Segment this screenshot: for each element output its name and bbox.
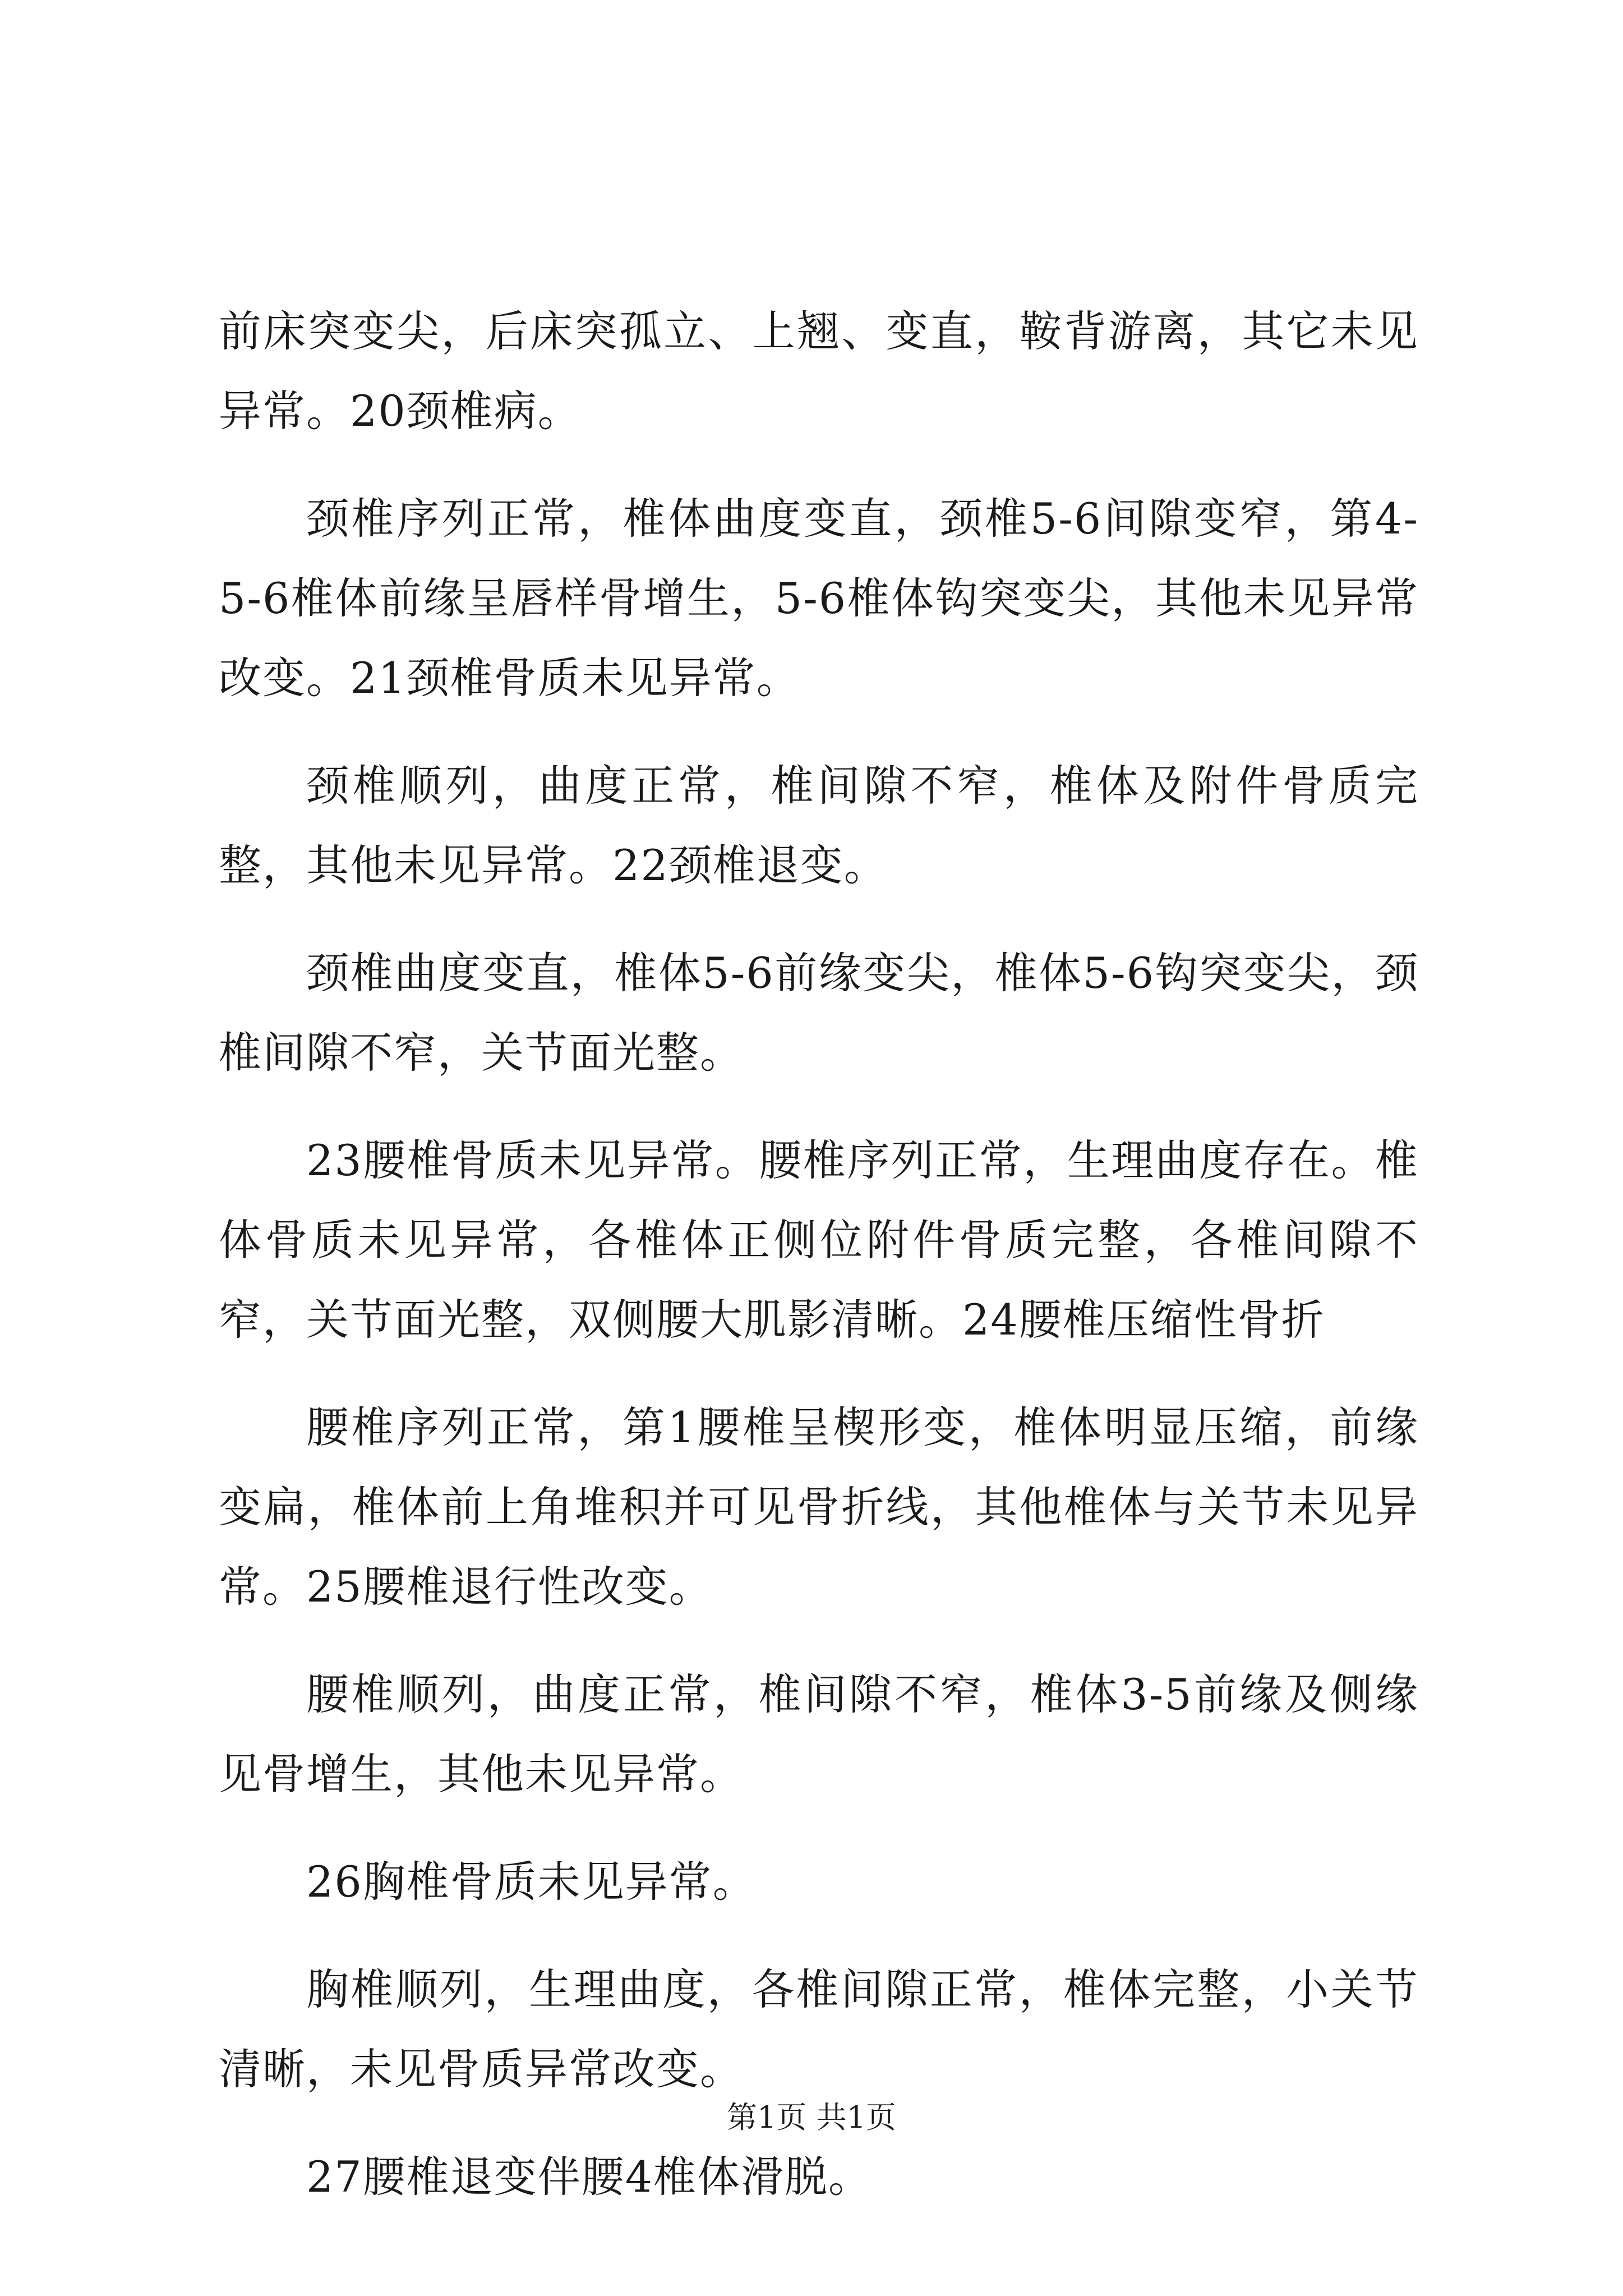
paragraph-9: 胸椎顺列，生理曲度，各椎间隙正常，椎体完整，小关节清晰，未见骨质异常改变。 [219, 1964, 1419, 2094]
paragraph-5: 23腰椎骨质未见异常。腰椎序列正常，生理曲度存在。椎体骨质未见异常，各椎体正侧位附件骨质完整，各椎间隙不窄，关节面光整，双侧腰大肌影清晰。24腰椎压缩性骨折 [219, 1135, 1419, 1345]
page-number-label: 第1页 共1页 [727, 2100, 896, 2135]
document-body [219, 292, 1419, 2217]
paragraph-8: 26胸椎骨质未见异常。 [306, 1857, 757, 1907]
paragraph-2: 颈椎序列正常，椎体曲度变直，颈椎5-6间隙变窄，第4-5-6椎体前缘呈唇样骨增生，5-6椎体钩突变尖，其他未见异常改变。21颈椎骨质未见异常。 [219, 494, 1419, 703]
paragraph-6: 腰椎序列正常，第1腰椎呈楔形变，椎体明显压缩，前缘变扁，椎体前上角堆积并可见骨折线，其他椎体与关节未见异常。25腰椎退行性改变。 [219, 1402, 1419, 1612]
paragraph-3: 颈椎顺列，曲度正常，椎间隙不窄，椎体及附件骨质完整，其他未见异常。22颈椎退变。 [219, 761, 1419, 890]
page-footer [0, 2098, 1623, 2137]
paragraph-7: 腰椎顺列，曲度正常，椎间隙不窄，椎体3-5前缘及侧缘见骨增生，其他未见异常。 [219, 1669, 1419, 1799]
paragraph-1: 前床突变尖，后床突孤立、上翘、变直，鞍背游离，其它未见异常。20颈椎病。 [219, 306, 1419, 436]
paragraph-10: 27腰椎退变伴腰4椎体滑脱。 [306, 2152, 873, 2202]
paragraph-4: 颈椎曲度变直，椎体5-6前缘变尖，椎体5-6钩突变尖，颈椎间隙不窄，关节面光整。 [219, 948, 1419, 1078]
